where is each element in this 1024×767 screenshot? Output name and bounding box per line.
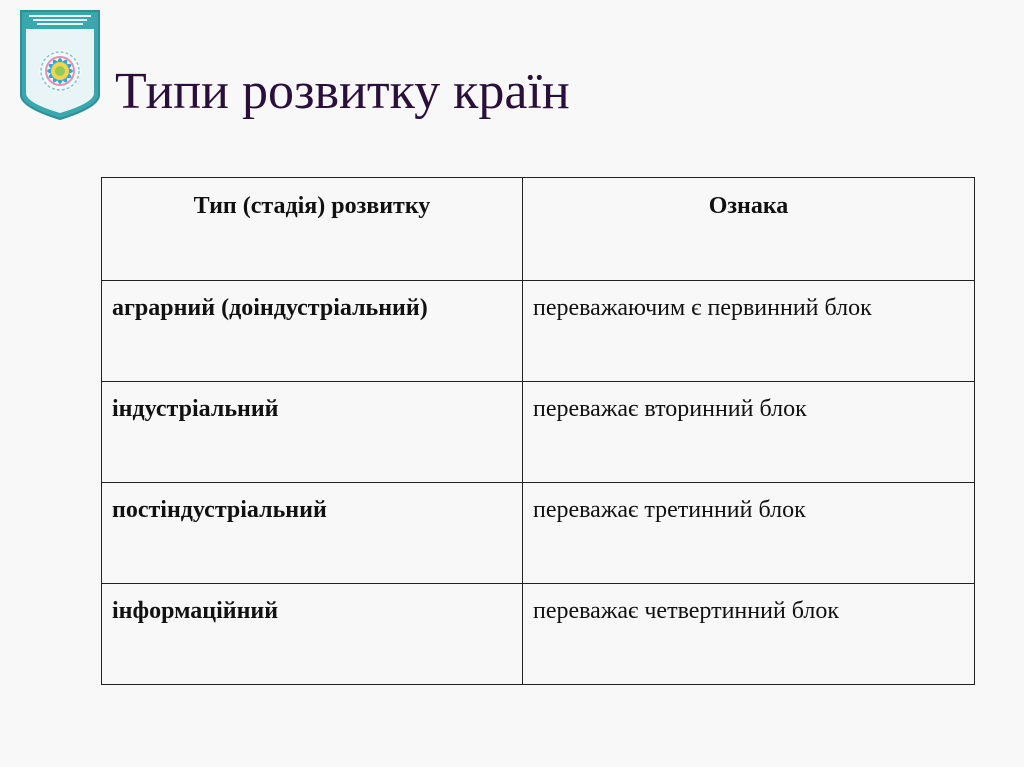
sign-cell: переважаючим є первинний блок [523,281,975,382]
type-cell: індустріальний [102,382,523,483]
slide-title: Типи розвитку країн [115,63,570,120]
table-row [102,483,975,584]
university-logo [19,9,101,121]
sign-cell: переважає вторинний блок [523,382,975,483]
table-row [102,281,975,382]
table-header-row [102,178,975,281]
column-header-sign: Ознака [523,178,975,281]
sign-cell: переважає четвертинний блок [523,584,975,685]
development-types-table [101,177,975,685]
type-cell: постіндустріальний [102,483,523,584]
table-row [102,584,975,685]
type-cell: інформаційний [102,584,523,685]
table-row [102,382,975,483]
column-header-type: Тип (стадія) розвитку [102,178,523,281]
sign-cell: переважає третинний блок [523,483,975,584]
type-cell: аграрний (доіндустріальний) [102,281,523,382]
